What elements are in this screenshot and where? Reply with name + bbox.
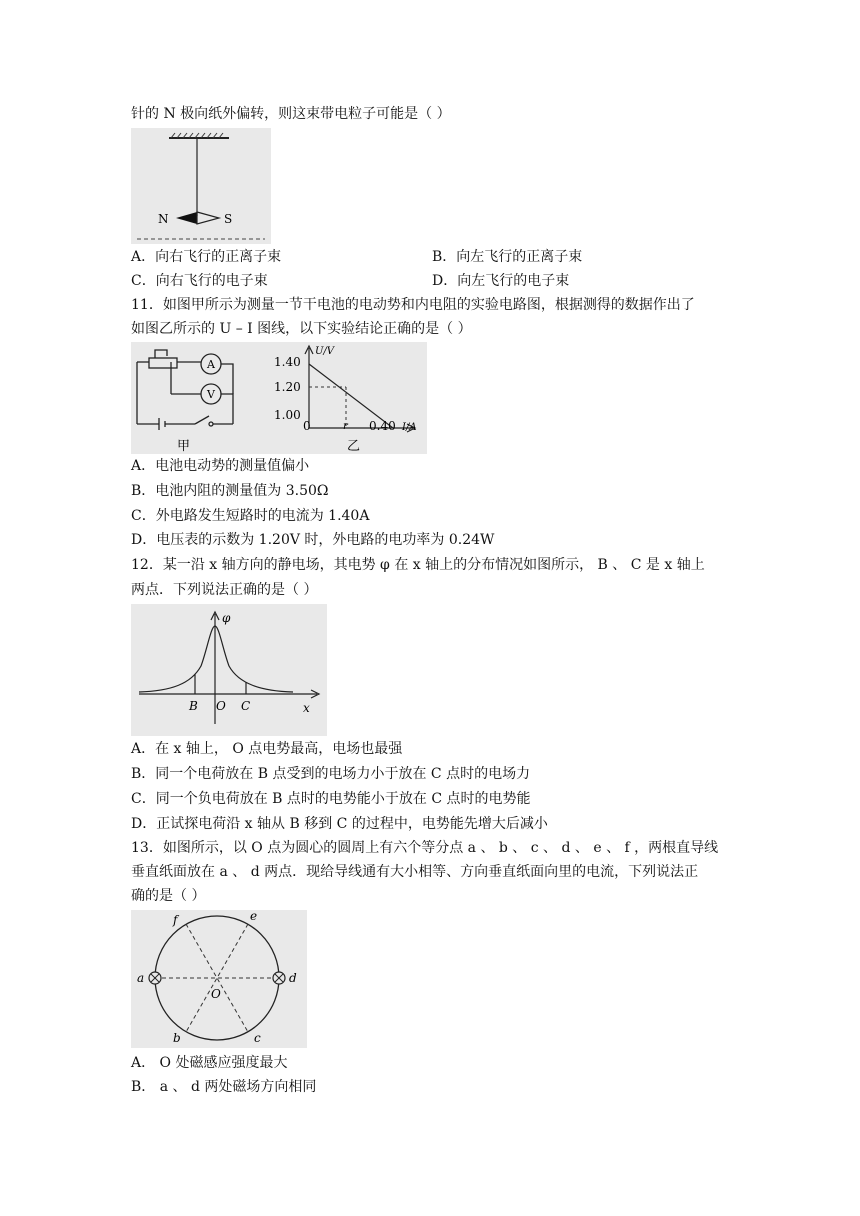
- wire-d-icon: [273, 972, 285, 984]
- q11-option-c[interactable]: C．外电路发生短路时的电流为 1.40A: [131, 508, 370, 524]
- q10-option-a[interactable]: A．向右飞行的正离子束: [131, 249, 282, 265]
- voltmeter-label: V: [207, 388, 215, 401]
- phi-axis-label: φ: [222, 611, 231, 625]
- q13-figure-circle: [131, 910, 307, 1048]
- q13-option-a[interactable]: A． O 处磁感应强度最大: [131, 1055, 288, 1071]
- q12-option-b[interactable]: B．同一个电荷放在 B 点受到的电场力小于放在 C 点时的电场力: [131, 766, 531, 782]
- graph-x-axis-label: I/A: [402, 422, 417, 433]
- q10-option-c[interactable]: C．向右飞行的电子束: [131, 273, 268, 289]
- point-a-label: a: [137, 971, 145, 985]
- q13-stem-line3: 确的是（ ）: [131, 888, 206, 904]
- point-b-label: b: [173, 1031, 181, 1045]
- q11-option-b[interactable]: B．电池内阻的测量值为 3.50Ω: [131, 483, 329, 499]
- q11-option-a[interactable]: A．电池电动势的测量值偏小: [131, 458, 310, 474]
- point-f-label: f: [173, 913, 178, 927]
- q12-stem-line2: 两点．下列说法正确的是（ ）: [131, 582, 318, 598]
- graph-y-axis-label: U/V: [315, 346, 335, 357]
- center-o-label: O: [211, 987, 221, 1001]
- graph-y-tick-2: 1.20: [274, 380, 301, 394]
- compass-s-label: S: [224, 212, 233, 226]
- q12-option-a[interactable]: A．在 x 轴上， O 点电势最高，电场也最强: [131, 741, 403, 757]
- x-axis-label: x: [303, 701, 310, 715]
- point-c-label: C: [241, 699, 251, 713]
- point-b-label: B: [189, 699, 198, 713]
- caption-yi: 乙: [347, 439, 361, 454]
- graph-x-tick-040: 0.40: [369, 419, 396, 433]
- q11-figure: [131, 342, 427, 454]
- graph-x-tick-r: r: [343, 421, 348, 432]
- q10-option-d[interactable]: D．向左飞行的电子束: [432, 273, 570, 289]
- caption-jia: 甲: [177, 439, 191, 454]
- point-e-label: e: [250, 910, 258, 923]
- q11-stem-line2: 如图乙所示的 U – I 图线，以下实验结论正确的是（ ）: [131, 321, 472, 337]
- q13-stem-line1: 13．如图所示，以 O 点为圆心的圆周上有六个等分点 a 、 b 、 c 、 d 、 e 、 f ，两根直导线: [131, 840, 719, 856]
- q12-stem-line1: 12．某一沿 x 轴方向的静电场，其电势 φ 在 x 轴上的分布情况如图所示， B 、 C 是 x 轴上: [131, 557, 705, 573]
- graph-y-tick-3: 1.00: [274, 408, 301, 422]
- q10-figure-compass: [131, 128, 271, 244]
- point-d-label: d: [289, 971, 297, 985]
- wire-a-icon: [149, 972, 161, 984]
- point-o-label: O: [216, 699, 226, 713]
- q10-option-b[interactable]: B．向左飞行的正离子束: [432, 249, 583, 265]
- q12-figure-potential: [131, 604, 327, 736]
- ammeter-label: A: [207, 358, 215, 371]
- graph-y-tick-1: 1.40: [274, 355, 301, 369]
- graph-x-tick-0: 0: [303, 419, 311, 433]
- q11-stem-line1: 11．如图甲所示为测量一节干电池的电动势和内电阻的实验电路图，根据测得的数据作出了: [131, 297, 695, 313]
- compass-n-label: N: [158, 212, 169, 226]
- q10-stem-tail: 针的 N 极向纸外偏转，则这束带电粒子可能是（ ）: [131, 106, 451, 122]
- q13-option-b[interactable]: B． a 、 d 两处磁场方向相同: [131, 1079, 317, 1095]
- q12-option-c[interactable]: C．同一个负电荷放在 B 点时的电势能小于放在 C 点时的电势能: [131, 791, 531, 807]
- q13-stem-line2: 垂直纸面放在 a 、 d 两点．现给导线通有大小相等、方向垂直纸面向里的电流，下列说法正: [131, 864, 699, 880]
- circuit-diagram: [137, 350, 233, 430]
- q12-option-d[interactable]: D．正试探电荷沿 x 轴从 B 移到 C 的过程中，电势能先增大后减小: [131, 816, 548, 832]
- point-c-label: c: [254, 1031, 261, 1045]
- q11-option-d[interactable]: D．电压表的示数为 1.20V 时，外电路的电功率为 0.24W: [131, 532, 495, 548]
